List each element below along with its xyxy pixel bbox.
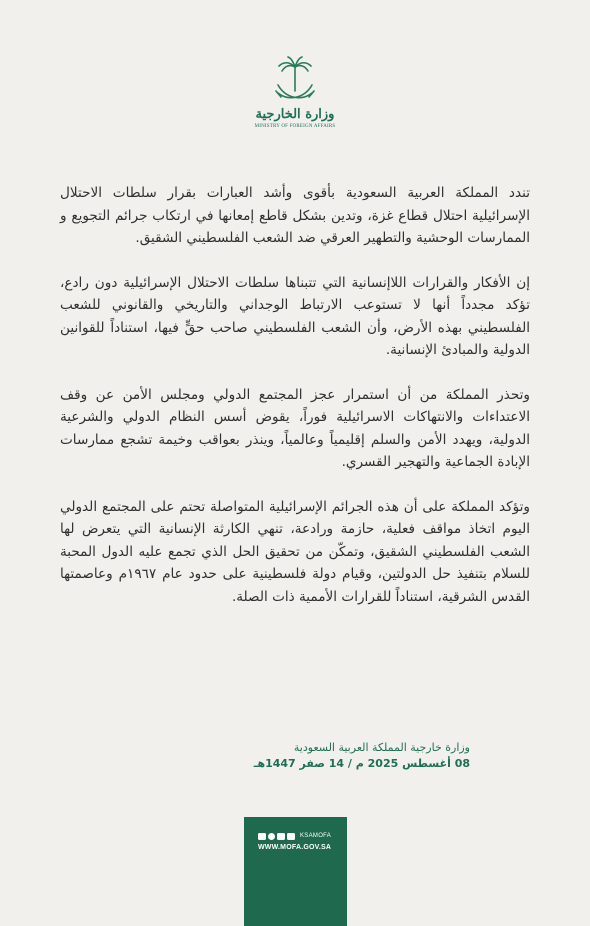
statement-body	[60, 182, 530, 608]
issuer-name: وزارة خارجية المملكة العربية السعودية	[293, 741, 470, 754]
ministry-logo	[245, 55, 345, 145]
x-icon[interactable]	[287, 833, 295, 840]
statement-paragraph: تندد المملكة العربية السعودية بأقوى وأشد العبارات بقرار سلطات الاحتلال الإسرائيلية احتلال قطاع غزة، وتدين بشكل قاطع إمعانها في ارتكاب جرائم التجويع و الممارسات الوحشية والتطهير العرقي ضد الشعب الفلسطيني الشقيق.	[60, 185, 530, 246]
ministry-name-arabic: وزارة الخارجية	[255, 107, 335, 122]
statement-paragraph: وتحذر المملكة من أن استمرار عجز المجتمع الدولي ومجلس الأمن عن وقف الاعتداءات والانتهاكات الاسرائيلية فوراً، يقوض أسس النظام الدولي والشرعية الدولية، ويهدد الأمن والسلم إقليمياً وعالمياً، وينذر بعواقب وخيمة تشجع ممارسات الإبادة الجماعية والتهجير القسري.	[60, 386, 530, 470]
statement-paragraph: وتؤكد المملكة على أن هذه الجرائم الإسرائيلية المتواصلة تحتم على المجتمع الدولي اليوم اتخاذ مواقف فعلية، حازمة ورادعة، تنهي الكارثة الإنسانية التي يتعرض لها الشعب الفلسطيني الشقيق، وتمكّن من تحقيق الحل الذي تجمع عليه الدول المحبة للسلام بتنفيذ حل الدولتين، وقيام دولة فلسطينية على حدود عام ١٩٦٧م وعاصمتها القدس الشرقية، استناداً للقرارات الأممية ذات الصلة.	[60, 498, 531, 605]
website-link[interactable]: WWW.MOFA.GOV.SA	[258, 844, 332, 851]
footer-contact-box	[244, 817, 347, 926]
youtube-icon[interactable]	[258, 833, 266, 840]
social-handle[interactable]: KSAMOFA	[300, 833, 332, 839]
statement-paragraph: إن الأفكار والقرارات اللاإنسانية التي تتبناها سلطات الاحتلال الإسرائيلية دون رادع، تؤكد مجدداً أنها لا تستوعب الارتباط الوجداني والتاريخي والقانوني للشعب الفلسطيني بهذه الأرض، وأن الشعب الفلسطيني صاحب حقٍّ فيها، استناداً للقوانين الدولية والمبادئ الإنسانية.	[60, 274, 530, 358]
issue-date: 08 أغسطس 2025 م / 14 صفر 1447هـ	[253, 757, 470, 770]
facebook-icon[interactable]	[268, 833, 275, 840]
palm-and-swords-emblem-icon	[272, 55, 318, 107]
instagram-icon[interactable]	[277, 833, 285, 840]
ministry-name-english: MINISTRY OF FOREIGN AFFAIRS	[254, 124, 336, 129]
signature-block	[210, 740, 470, 772]
social-links	[258, 831, 343, 841]
